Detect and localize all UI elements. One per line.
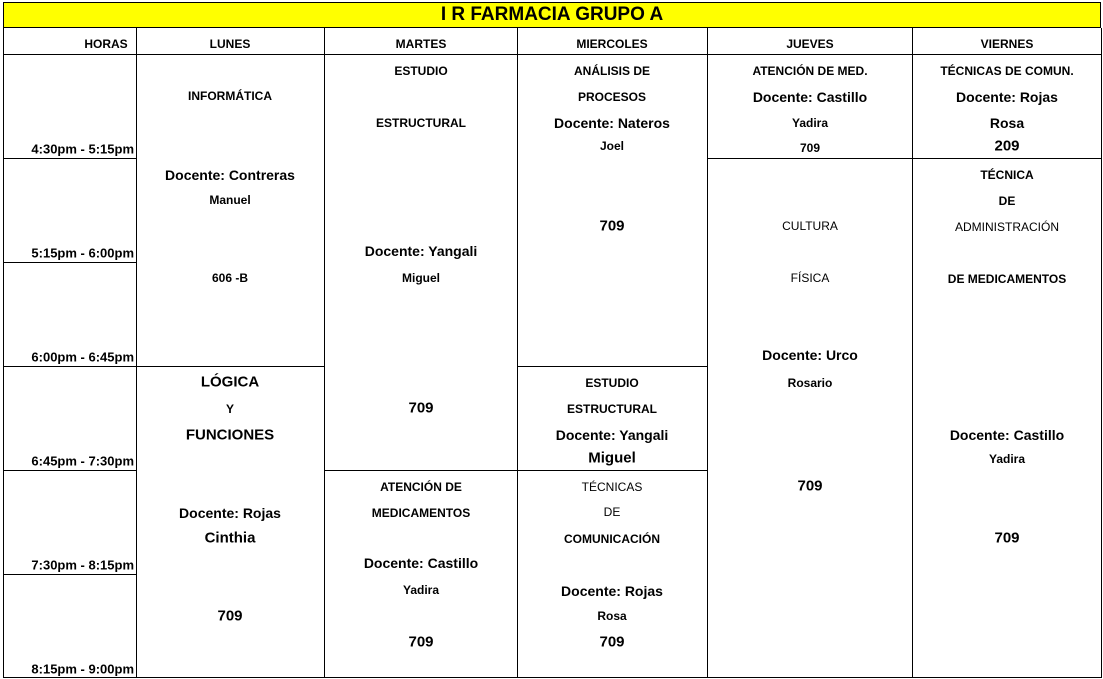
course-name: FÍSICA xyxy=(790,271,830,285)
time-slot: 6:00pm - 6:45pm xyxy=(31,349,134,365)
course-name: COMUNICACIÓN xyxy=(564,532,660,546)
grid-line xyxy=(3,470,137,471)
course-name: DE MEDICAMENTOS xyxy=(947,272,1067,286)
teacher-name: Cinthia xyxy=(204,529,256,547)
grid-line xyxy=(136,28,137,678)
header-viernes: VIERNES xyxy=(980,37,1034,51)
teacher-name: Miguel xyxy=(588,449,636,467)
time-slot: 8:15pm - 9:00pm xyxy=(31,661,134,677)
schedule-title: I R FARMACIA GRUPO A xyxy=(3,2,1101,28)
course-name: ATENCIÓN DE MED. xyxy=(752,64,868,78)
grid-line xyxy=(3,28,4,678)
grid-line xyxy=(3,158,137,159)
room-number: 709 xyxy=(799,141,821,155)
course-name: ATENCIÓN DE xyxy=(380,480,462,494)
teacher-label: Docente: Rojas xyxy=(179,505,281,521)
teacher-label: Docente: Castillo xyxy=(752,89,868,105)
course-name: Y xyxy=(225,402,235,416)
room-number: 709 xyxy=(408,399,434,417)
course-name: CULTURA xyxy=(782,219,838,233)
header-lunes: LUNES xyxy=(209,37,251,51)
course-name: MEDICAMENTOS xyxy=(371,506,471,520)
header-jueves: JUEVES xyxy=(786,37,834,51)
room-number: 709 xyxy=(408,633,434,651)
room-number: 709 xyxy=(797,477,823,495)
course-name: FUNCIONES xyxy=(185,426,275,444)
grid-line xyxy=(3,366,137,367)
course-name: ADMINISTRACIÓN xyxy=(954,220,1060,234)
teacher-name: Joel xyxy=(599,139,625,153)
teacher-label: Docente: Castillo xyxy=(949,427,1065,443)
header-martes: MARTES xyxy=(395,37,447,51)
time-slot: 6:45pm - 7:30pm xyxy=(31,453,134,469)
room-number: 709 xyxy=(994,529,1020,547)
grid-line xyxy=(707,158,913,159)
grid-line xyxy=(912,28,913,678)
course-name: ANÁLISIS DE xyxy=(573,64,651,78)
course-name: TÉCNICAS DE COMUN. xyxy=(940,64,1074,78)
grid-line xyxy=(136,366,325,367)
course-name: TÉCNICAS xyxy=(581,480,643,494)
teacher-label: Docente: Yangali xyxy=(555,427,669,443)
teacher-name: Miguel xyxy=(402,271,440,285)
course-name: TÉCNICA xyxy=(980,168,1034,182)
course-name: ESTRUCTURAL xyxy=(376,116,466,130)
grid-line xyxy=(517,366,708,367)
grid-line xyxy=(324,470,518,471)
room-number: 709 xyxy=(599,217,625,235)
grid-line xyxy=(912,158,1102,159)
course-name: ESTUDIO xyxy=(585,376,639,390)
header-miercoles: MIERCOLES xyxy=(576,37,648,51)
room-number: 606 -B xyxy=(211,271,249,285)
room-number: 709 xyxy=(217,607,243,625)
course-name: PROCESOS xyxy=(577,90,647,104)
course-name: INFORMÁTICA xyxy=(188,89,272,103)
teacher-label: Docente: Castillo xyxy=(363,555,479,571)
teacher-name: Yadira xyxy=(791,116,829,130)
grid-line xyxy=(3,677,1102,678)
teacher-label: Docente: Yangali xyxy=(364,243,478,259)
grid-line xyxy=(3,574,137,575)
teacher-name: Rosario xyxy=(787,376,833,390)
teacher-name: Rosa xyxy=(597,609,627,623)
time-slot: 4:30pm - 5:15pm xyxy=(31,141,134,157)
course-name: DE xyxy=(603,505,621,519)
course-name: ESTRUCTURAL xyxy=(567,402,657,416)
room-number: 709 xyxy=(599,633,625,651)
time-slot: 7:30pm - 8:15pm xyxy=(31,557,134,573)
course-name: DE xyxy=(998,194,1016,208)
grid-line xyxy=(324,28,325,678)
room-number: 209 xyxy=(994,137,1020,155)
time-slot: 5:15pm - 6:00pm xyxy=(31,245,134,261)
grid-line xyxy=(517,470,708,471)
teacher-label: Docente: Rojas xyxy=(956,89,1058,105)
teacher-name: Yadira xyxy=(402,583,440,597)
course-name: LÓGICA xyxy=(200,373,260,391)
grid-line xyxy=(707,28,708,678)
grid-line xyxy=(3,262,137,263)
header-horas: HORAS xyxy=(84,37,128,51)
teacher-label: Docente: Rojas xyxy=(561,583,663,599)
grid-line xyxy=(1101,28,1102,678)
teacher-name: Rosa xyxy=(989,115,1025,131)
course-name: ESTUDIO xyxy=(394,64,448,78)
grid-line xyxy=(517,28,518,678)
grid-line xyxy=(3,54,1102,55)
teacher-label: Docente: Nateros xyxy=(554,115,670,131)
teacher-name: Manuel xyxy=(209,193,251,207)
teacher-name: Yadira xyxy=(988,452,1026,466)
teacher-label: Docente: Contreras xyxy=(165,167,295,183)
teacher-label: Docente: Urco xyxy=(762,347,858,363)
